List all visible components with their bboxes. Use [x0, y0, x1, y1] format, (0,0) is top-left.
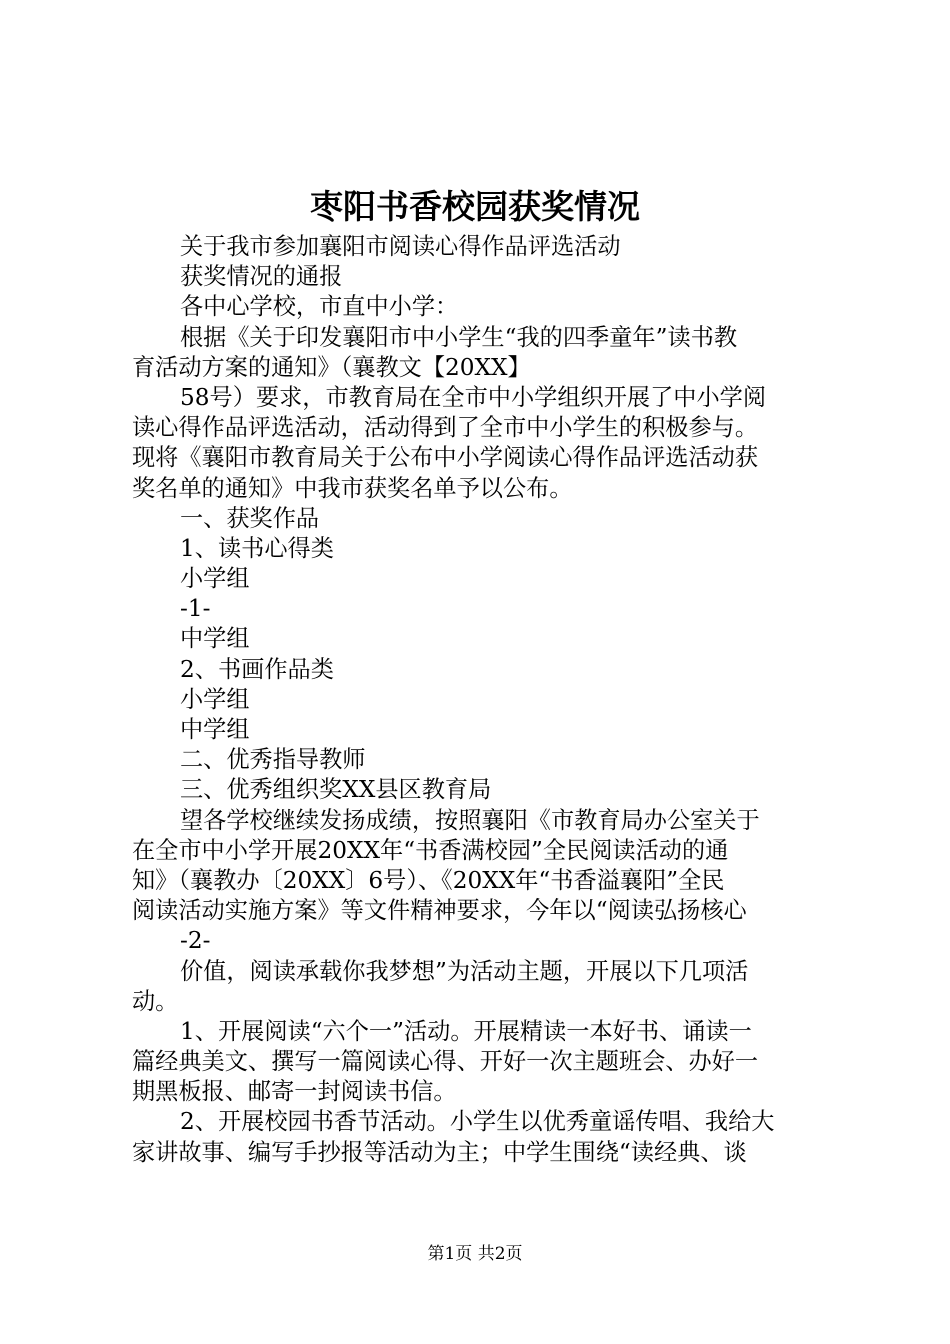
text-line: 中学组	[180, 716, 250, 743]
document-title: 枣阳书香校园获奖情况	[310, 187, 640, 226]
text-line: 关于我市参加襄阳市阅读心得作品评选活动	[180, 233, 621, 260]
text-line: 中学组	[180, 625, 250, 653]
page-footer: 第1页 共2页	[427, 1244, 523, 1264]
text-line: 动。	[132, 987, 179, 1015]
text-line: -1-	[180, 595, 211, 623]
text-line: 阅读活动实施方案》等文件精神要求，今年以“阅读弘扬核心	[132, 897, 747, 925]
text-line: 2、书画作品类	[180, 655, 334, 683]
text-line: 各中心学校，市直中小学：	[180, 293, 459, 321]
document-body	[132, 232, 842, 1168]
text-line: 1、开展阅读“六个一”活动。开展精读一本好书、诵读一	[180, 1017, 752, 1045]
text-line: 价值，阅读承载你我梦想”为活动主题，开展以下几项活	[180, 957, 749, 985]
text-line: 读心得作品评选活动，活动得到了全市中小学生的积极参与。	[132, 414, 759, 442]
text-line: 在全市中小学开展20XX年“书香满校园”全民阅读活动的通	[132, 836, 729, 864]
text-line: 奖名单的通知》中我市获奖名单予以公布。	[132, 474, 573, 502]
text-line: 根据《关于印发襄阳市中小学生“我的四季童年”读书教	[180, 323, 738, 351]
text-line: 三、优秀组织奖XX县区教育局	[180, 776, 492, 804]
text-line: -2-	[180, 927, 211, 955]
text-line: 小学组	[180, 685, 250, 713]
text-line: 2、开展校园书香节活动。小学生以优秀童谣传唱、我给大	[180, 1108, 775, 1136]
text-line: 知》（襄教办〔20XX〕6号）、《20XX年“书香溢襄阳”全民	[132, 866, 725, 894]
text-line: 二、优秀指导教师	[180, 746, 366, 774]
text-line: 1、读书心得类	[180, 534, 334, 562]
text-line: 一、获奖作品	[180, 504, 320, 532]
text-line: 小学组	[180, 565, 250, 593]
text-line: 望各学校继续发扬成绩，按照襄阳《市教育局办公室关于	[180, 806, 760, 834]
text-line: 现将《襄阳市教育局关于公布中小学阅读心得作品评选活动获	[132, 444, 759, 472]
text-line: 篇经典美文、撰写一篇阅读心得、开好一次主题班会、办好一	[132, 1048, 759, 1076]
text-line: 获奖情况的通报	[180, 263, 343, 291]
text-line: 育活动方案的通知》（襄教文【20XX】	[132, 353, 531, 381]
text-line: 58号）要求，市教育局在全市中小学组织开展了中小学阅	[180, 383, 767, 411]
text-line: 家讲故事、编写手抄报等活动为主；中学生围绕“读经典、谈	[132, 1138, 747, 1166]
text-line: 期黑板报、邮寄一封阅读书信。	[132, 1078, 457, 1106]
